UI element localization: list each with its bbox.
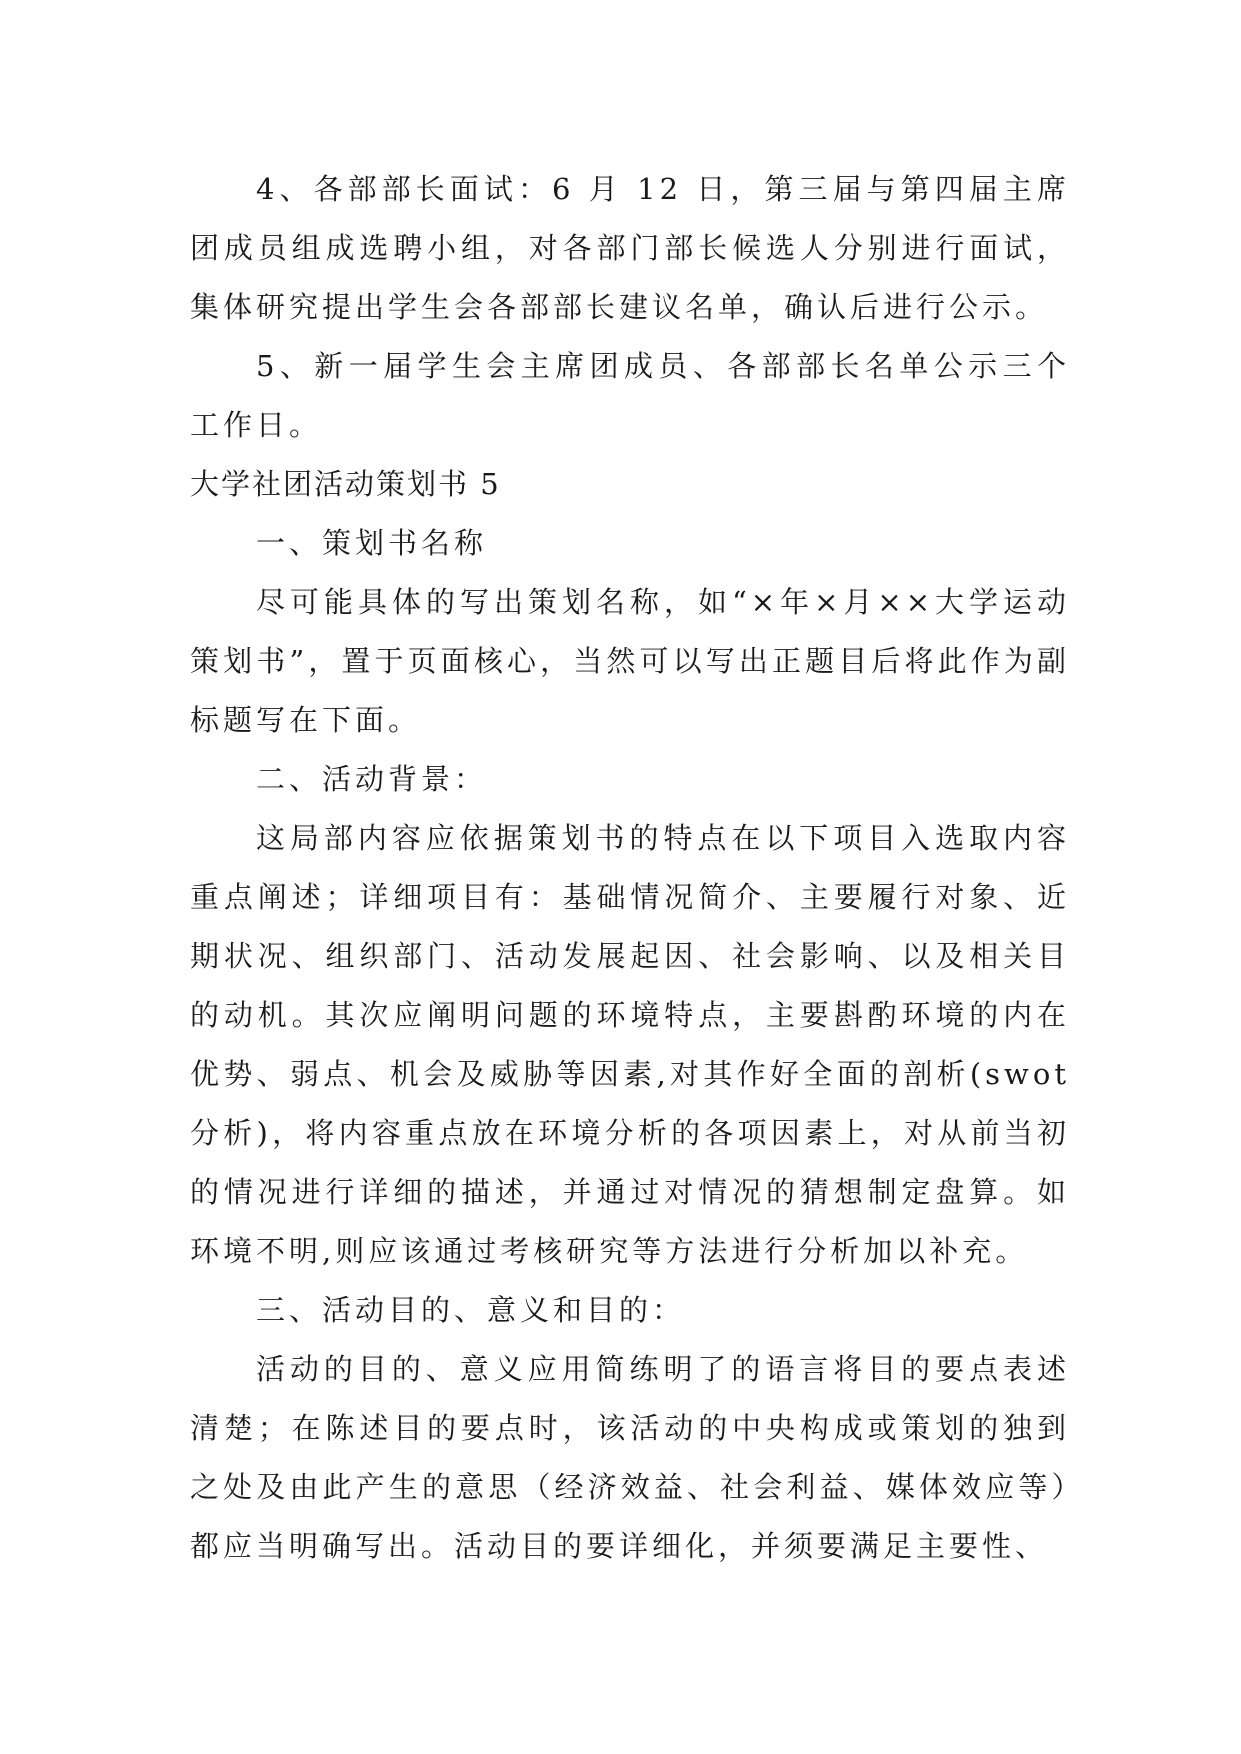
paragraph-plan-name: 尽可能具体的写出策划名称，如“×年×月××大学运动策划书”，置于页面核心，当然可以写出正题目后将此作为副标题写在下面。: [190, 585, 1070, 737]
paragraph-interview: 4、各部部长面试：6 月 12 日，第三届与第四届主席团成员组成选聘小组，对各部门部长候选人分别进行面试，集体研究提出学生会各部部长建议名单，确认后进行公示。: [190, 172, 1070, 324]
heading-purpose: 三、活动目的、意义和目的：: [256, 1293, 686, 1327]
paragraph-background: 这局部内容应依据策划书的特点在以下项目入选取内容重点阐述；详细项目有：基础情况简介、主要履行对象、近期状况、组织部门、活动发展起因、社会影响、以及相关目的动机。其次应阐明问题的环境特点，主要斟酌环境的内在优势、弱点、机会及威胁等因素,对其作好全面的剖析(swot分析)，将内容重点放在环境分析的各项因素上，对从前当初的情况进行详细的描述，并通过对情况的猜想制定盘算。如环境不明,则应该通过考核研究等方法进行分析加以补充。: [190, 821, 1070, 1268]
heading-plan-name: 一、策划书名称: [256, 526, 488, 560]
heading-background: 二、活动背景：: [256, 762, 488, 796]
paragraph-purpose: 活动的目的、意义应用简练明了的语言将目的要点表述清楚；在陈述目的要点时，该活动的中央构成或策划的独到之处及由此产生的意思（经济效益、社会利益、媒体效应等）都应当明确写出。活动目的要详细化，并须要满足主要性、: [190, 1352, 1070, 1563]
paragraph-announcement: 5、新一届学生会主席团成员、各部部长名单公示三个工作日。: [190, 349, 1070, 442]
section-title: 大学社团活动策划书 5: [190, 467, 501, 501]
document-page: [190, 160, 1070, 1576]
